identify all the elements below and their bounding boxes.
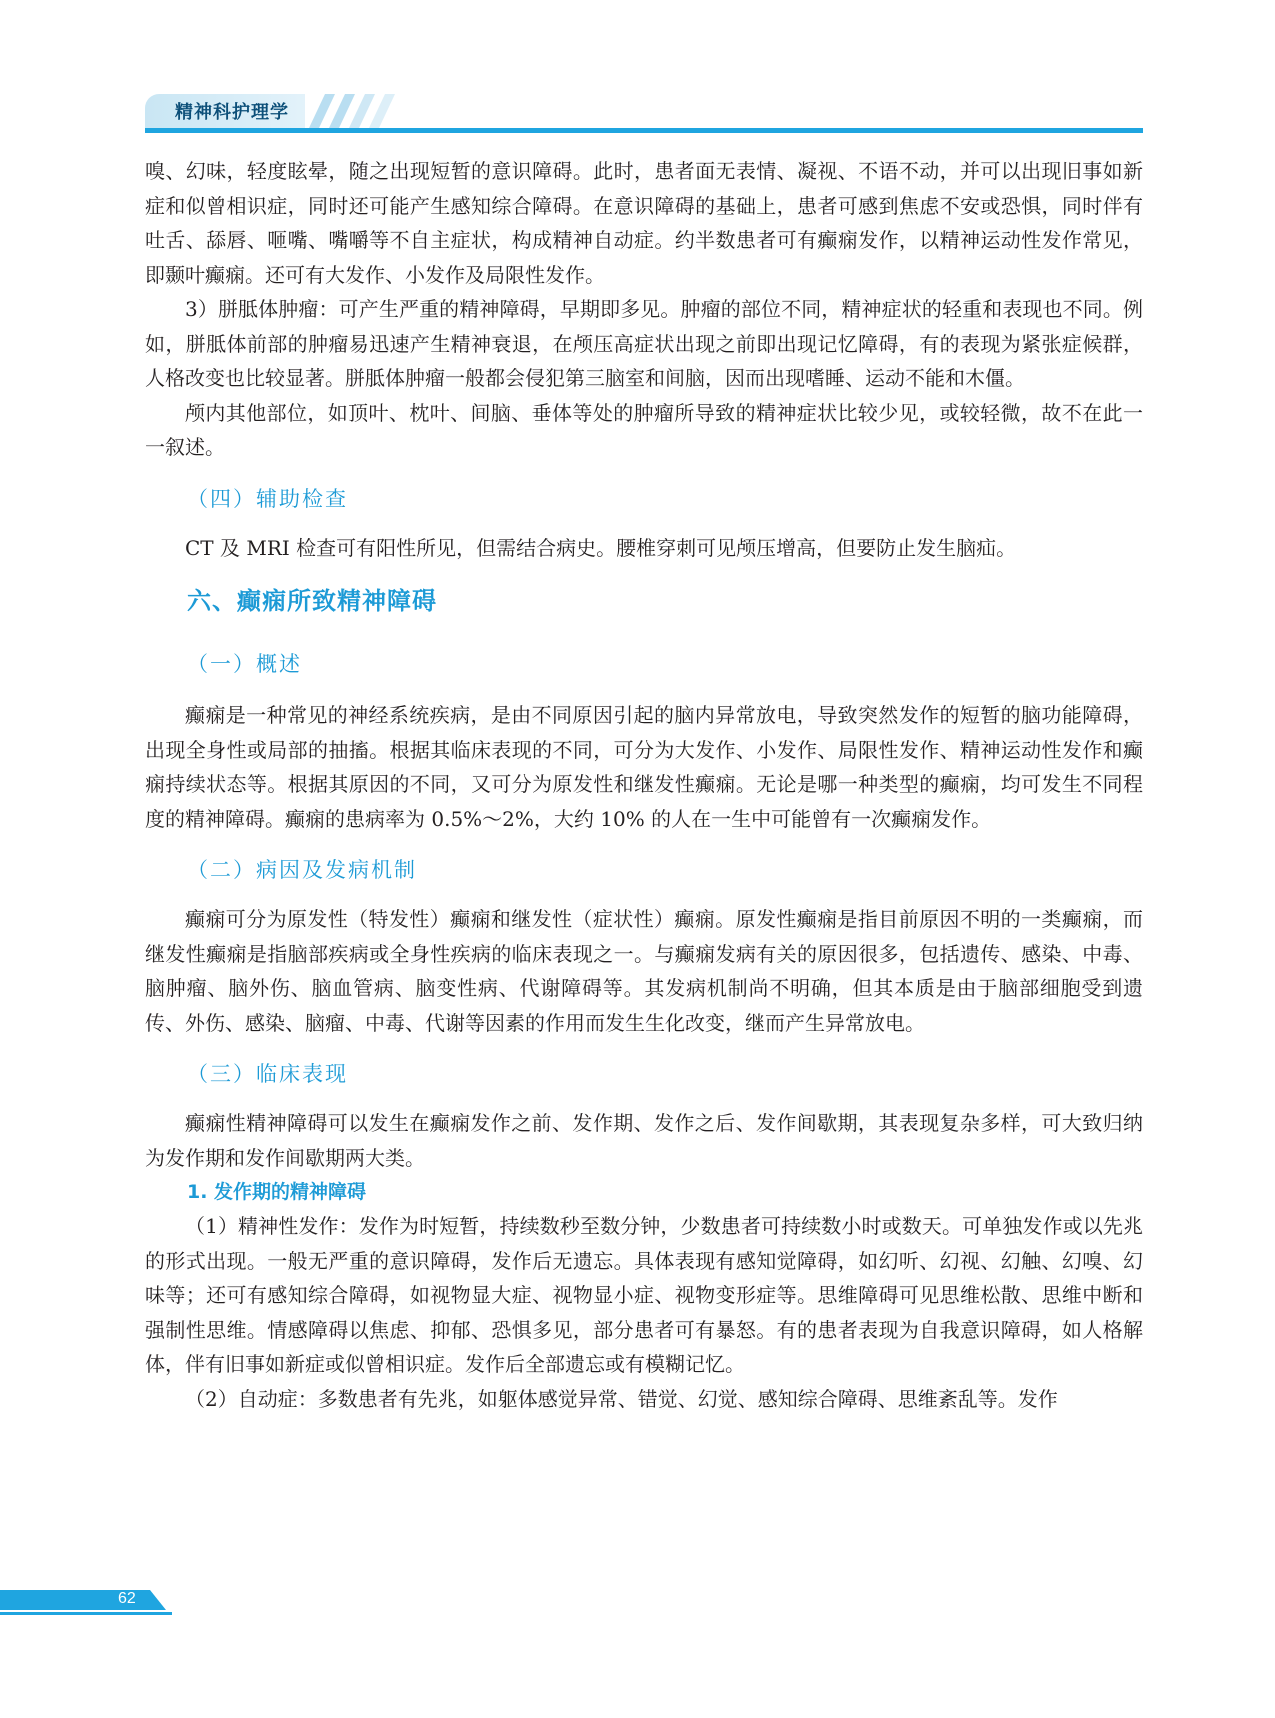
section-heading: （四）辅助检查 — [187, 486, 348, 511]
page-number: 62 — [118, 1590, 136, 1607]
paragraph: 癫痫可分为原发性（特发性）癫痫和继发性（症状性）癫痫。原发性癫痫是指目前原因不明的一类癫痫，而继发性癫痫是指脑部疾病或全身性疾病的临床表现之一。与癫痫发病有关的原因很多，包括遗传、感染、中毒、脑肿瘤、脑外伤、脑血管病、脑变性病、代谢障碍等。其发病机制尚不明确，但其本质是由于脑部细胞受到遗传、外伤、感染、脑瘤、中毒、代谢等因素的作用而发生生化改变，继而产生异常放电。 — [145, 907, 1143, 1035]
subsection-heading: 1. 发作期的精神障碍 — [187, 1181, 367, 1203]
paragraph: 嗅、幻味，轻度眩晕，随之出现短暂的意识障碍。此时，患者面无表情、凝视、不语不动，并可以出现旧事如新症和似曾相识症，同时还可能产生感知综合障碍。在意识障碍的基础上，患者可感到焦虑不安或恐惧，同时伴有吐舌、舔唇、咂嘴、嘴嚼等不自主症状，构成精神自动症。约半数患者可有癫痫发作，以精神运动性发作常见，即颞叶癫痫。还可有大发作、小发作及局限性发作。 — [145, 159, 1143, 287]
paragraph: 3）胼胝体肿瘤：可产生严重的精神障碍，早期即多见。肿瘤的部位不同，精神症状的轻重和表现也不同。例如，胼胝体前部的肿瘤易迅速产生精神衰退，在颅压高症状出现之前即出现记忆障碍，有的表现为紧张症候群，人格改变也比较显著。胼胝体肿瘤一般都会侵犯第三脑室和间脑，因而出现嗜睡、运动不能和木僵。 — [145, 297, 1143, 390]
header-rule — [145, 128, 1143, 133]
book-title: 精神科护理学 — [175, 102, 289, 123]
paragraph: 癫痫性精神障碍可以发生在癫痫发作之前、发作期、发作之后、发作间歇期，其表现复杂多样，可大致归纳为发作期和发作间歇期两大类。 — [145, 1111, 1143, 1170]
chapter-heading: 六、癫痫所致精神障碍 — [187, 587, 437, 615]
page-body — [145, 154, 1143, 1416]
footer-page-tab — [0, 1590, 175, 1616]
paragraph: 颅内其他部位，如顶叶、枕叶、间脑、垂体等处的肿瘤所导致的精神症状比较少见，或较轻微，故不在此一一叙述。 — [145, 400, 1143, 459]
running-header — [145, 94, 1143, 132]
header-stripes-decoration — [295, 94, 405, 128]
section-heading: （一）概述 — [187, 652, 302, 676]
paragraph: CT 及 MRI 检查可有阳性所见，但需结合病史。腰椎穿刺可见颅压增高，但要防止发生脑疝。 — [185, 535, 1017, 560]
section-heading: （三）临床表现 — [187, 1062, 348, 1086]
section-heading: （二）病因及发病机制 — [187, 858, 417, 882]
paragraph: 癫痫是一种常见的神经系统疾病，是由不同原因引起的脑内异常放电，导致突然发作的短暂的脑功能障碍，出现全身性或局部的抽搐。根据其临床表现的不同，可分为大发作、小发作、局限性发作、精神运动性发作和癫痫持续状态等。根据其原因的不同，又可分为原发性和继发性癫痫。无论是哪一种类型的癫痫，均可发生不同程度的精神障碍。癫痫的患病率为 0.5%～2%，大约 10% 的人在一生中可能曾有一次癫痫发作。 — [145, 703, 1143, 831]
paragraph: （2）自动症：多数患者有先兆，如躯体感觉异常、错觉、幻觉、感知综合障碍、思维紊乱等。发作 — [185, 1386, 1058, 1411]
paragraph: （1）精神性发作：发作为时短暂，持续数秒至数分钟，少数患者可持续数小时或数天。可单独发作或以先兆的形式出现。一般无严重的意识障碍，发作后无遗忘。具体表现有感知觉障碍，如幻听、幻视、幻触、幻嗅、幻味等；还可有感知综合障碍，如视物显大症、视物显小症、视物变形症等。思维障碍可见思维松散、思维中断和强制性思维。情感障碍以焦虑、抑郁、恐惧多见，部分患者可有暴怒。有的患者表现为自我意识障碍，如人格解体，伴有旧事如新症或似曾相识症。发作后全部遗忘或有模糊记忆。 — [145, 1214, 1143, 1376]
